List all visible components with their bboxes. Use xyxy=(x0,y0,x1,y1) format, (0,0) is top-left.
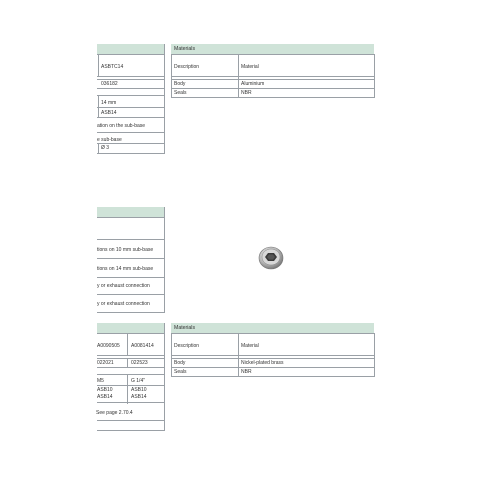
left-top-number: 036182 xyxy=(101,81,118,87)
materials-top-seals-label: Seals xyxy=(174,90,187,96)
left-mid-row-1: tions on 10 mm sub-base xyxy=(97,247,154,253)
materials-bottom-seals-material: NBR xyxy=(241,369,252,375)
materials-top-col-material: Material xyxy=(241,64,259,70)
left-mid-row-2: tions on 14 mm sub-base xyxy=(97,266,154,272)
left-bottom-note: See page 2.70.4 xyxy=(96,410,133,416)
materials-top-body-label: Body xyxy=(174,81,186,87)
left-top-code: ASBTC14 xyxy=(101,64,124,70)
left-bottom-header xyxy=(97,323,164,333)
left-top-header xyxy=(97,44,164,54)
materials-bottom-col-material: Material xyxy=(241,343,259,349)
left-bottom-code-a: A0090505 xyxy=(97,343,120,349)
left-bottom-base1-b: ASB10 xyxy=(131,387,147,393)
materials-bottom-header xyxy=(171,323,374,333)
left-bottom-num-a: 022021 xyxy=(97,360,114,366)
materials-bottom-col-description: Description xyxy=(174,343,200,349)
materials-bottom-body-material: Nickel-plated brass xyxy=(241,360,284,366)
materials-bottom-body-label: Body xyxy=(174,360,186,366)
left-bottom-base2-a: ASB14 xyxy=(97,394,113,400)
left-bottom-thread-b: G 1/4" xyxy=(131,378,146,384)
left-bottom-code-b: A0081414 xyxy=(131,343,154,349)
materials-top-col-description: Description xyxy=(174,64,200,70)
left-top-text-1: ation on the sub-base xyxy=(97,123,146,129)
left-top-value: Ø 3 xyxy=(101,145,110,151)
left-bottom-base2-b: ASB14 xyxy=(131,394,147,400)
left-bottom-base1-a: ASB10 xyxy=(97,387,113,393)
materials-top-header xyxy=(171,44,374,54)
materials-bottom-seals-label: Seals xyxy=(174,369,187,375)
left-top-size: 14 mm xyxy=(101,100,117,106)
left-bottom-thread-a: M5 xyxy=(97,378,104,384)
left-mid-header xyxy=(97,207,164,217)
left-top-base: ASB14 xyxy=(101,110,117,116)
materials-top-seals-material: NBR xyxy=(241,90,252,96)
left-mid-row-4: y or exhaust connection xyxy=(97,301,150,307)
left-bottom-num-b: 022523 xyxy=(131,360,148,366)
materials-top-body-material: Aluminium xyxy=(241,81,265,87)
left-top-text-2: e sub-base xyxy=(97,137,122,143)
materials-bottom-title: Materials xyxy=(174,325,196,331)
materials-top-title: Materials xyxy=(174,46,196,52)
left-mid-row-3: y or exhaust connection xyxy=(97,283,150,289)
hex-plug-image xyxy=(256,242,286,272)
